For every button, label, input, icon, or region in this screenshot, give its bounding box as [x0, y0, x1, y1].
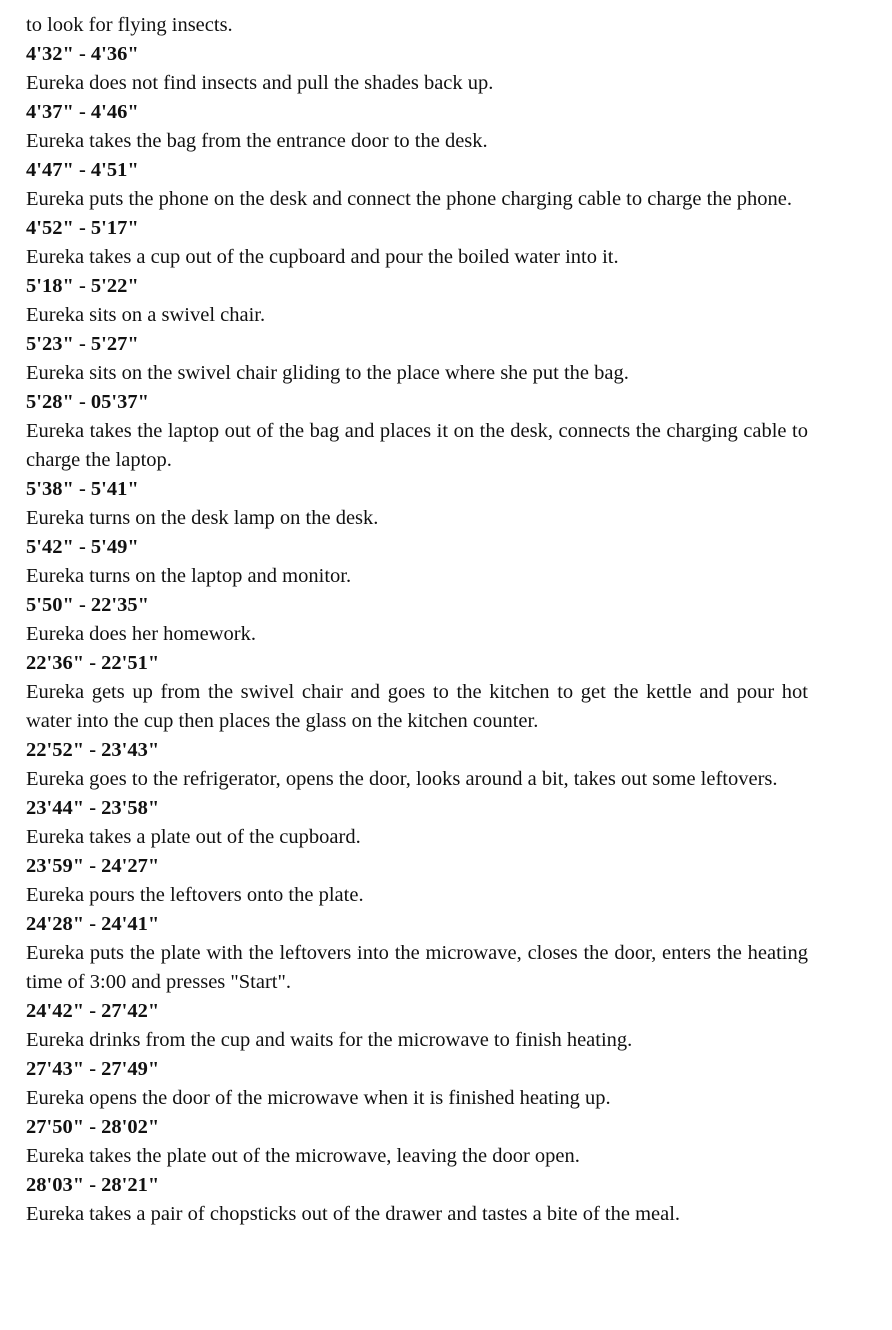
entry-description: Eureka takes a pair of chopsticks out of the drawer and tastes a bite of the meal.: [26, 1203, 681, 1225]
entry-description: Eureka puts the plate with the leftovers into the microwave, closes the door, enters the heating time of 3:00 and presses "Start".: [26, 942, 808, 993]
timestamp: 24'28" - 24'41": [26, 913, 160, 935]
timestamp: 23'59" - 24'27": [26, 855, 160, 877]
timestamp: 5'38" - 5'41": [26, 478, 139, 500]
entry-description: Eureka takes a plate out of the cupboard.: [26, 826, 361, 848]
entry-description: Eureka does her homework.: [26, 623, 256, 645]
entry-description: Eureka opens the door of the microwave when it is finished heating up.: [26, 1087, 611, 1109]
timestamp: 27'50" - 28'02": [26, 1116, 160, 1138]
timestamp: 4'32" - 4'36": [26, 43, 139, 65]
timestamp: 22'36" - 22'51": [26, 652, 160, 674]
entry-description: Eureka turns on the desk lamp on the desk.: [26, 507, 379, 529]
timestamp: 4'37" - 4'46": [26, 101, 139, 123]
entry-description: Eureka turns on the laptop and monitor.: [26, 565, 352, 587]
timestamp: 28'03" - 28'21": [26, 1174, 160, 1196]
entry-description: Eureka does not find insects and pull the shades back up.: [26, 72, 494, 94]
timestamp: 24'42" - 27'42": [26, 1000, 160, 1022]
entry-description: Eureka sits on the swivel chair gliding to the place where she put the bag.: [26, 362, 629, 384]
entry-description: Eureka sits on a swivel chair.: [26, 304, 266, 326]
timestamp: 5'23" - 5'27": [26, 333, 139, 355]
timestamp: 5'50" - 22'35": [26, 594, 149, 616]
entry-description: Eureka gets up from the swivel chair and goes to the kitchen to get the kettle and pour hot water into the cup then places the glass on the kitchen counter.: [26, 681, 808, 732]
entry-description: Eureka pours the leftovers onto the plate.: [26, 884, 364, 906]
entry-description: Eureka takes a cup out of the cupboard and pour the boiled water into it.: [26, 246, 619, 268]
document-body: [26, 11, 808, 1229]
entry-description: Eureka takes the bag from the entrance door to the desk.: [26, 130, 488, 152]
timestamp: 5'28" - 05'37": [26, 391, 149, 413]
entry-description: Eureka puts the phone on the desk and connect the phone charging cable to charge the phone.: [26, 188, 793, 210]
entry-description: Eureka takes the plate out of the microwave, leaving the door open.: [26, 1145, 580, 1167]
timestamp: 4'52" - 5'17": [26, 217, 139, 239]
timestamp: 27'43" - 27'49": [26, 1058, 160, 1080]
timestamp: 4'47" - 4'51": [26, 159, 139, 181]
entry-description: Eureka takes the laptop out of the bag and places it on the desk, connects the charging cable to charge the laptop.: [26, 420, 808, 471]
timestamp: 23'44" - 23'58": [26, 797, 160, 819]
timestamp: 5'18" - 5'22": [26, 275, 139, 297]
entry-description: Eureka drinks from the cup and waits for the microwave to finish heating.: [26, 1029, 633, 1051]
entry-description: Eureka goes to the refrigerator, opens the door, looks around a bit, takes out some leftovers.: [26, 768, 778, 790]
intro-text: to look for flying insects.: [26, 14, 233, 36]
timestamp: 5'42" - 5'49": [26, 536, 139, 558]
timestamp: 22'52" - 23'43": [26, 739, 160, 761]
